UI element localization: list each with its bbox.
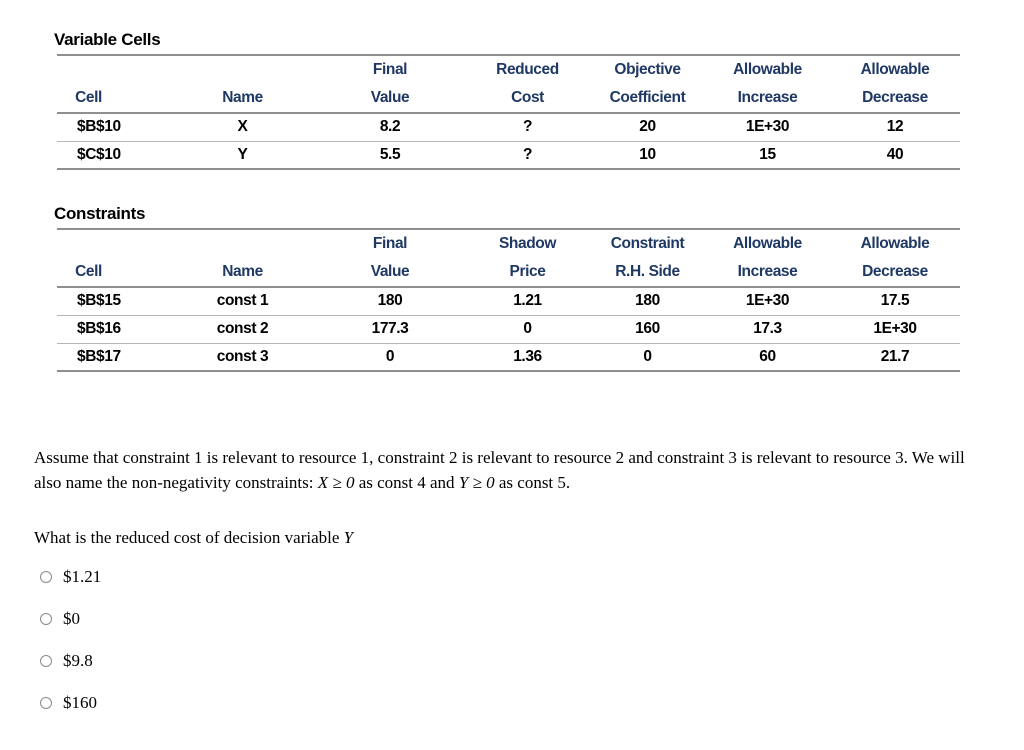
column-header: Coefficient xyxy=(609,89,686,106)
question-label: What is the reduced cost of decision variable xyxy=(34,528,344,547)
table-cell: 1.36 xyxy=(513,347,542,365)
table-cell: $B$16 xyxy=(77,320,121,337)
column-header: Allowable xyxy=(860,235,930,252)
constraints-table xyxy=(57,228,960,372)
column-header xyxy=(170,229,315,258)
column-header: Price xyxy=(509,263,546,280)
column-header: Decrease xyxy=(862,263,928,280)
table-cell: 177.3 xyxy=(371,320,409,337)
table-cell: 20 xyxy=(639,118,656,136)
radio-button-icon[interactable] xyxy=(40,655,52,667)
table-cell: const 2 xyxy=(216,320,269,337)
math-x-nonneg: X ≥ 0 xyxy=(317,473,355,492)
question-text xyxy=(34,525,994,550)
table-cell: 12 xyxy=(886,118,904,136)
table-row xyxy=(57,315,960,343)
table-cell: $B$10 xyxy=(77,118,121,136)
table-cell: 1E+30 xyxy=(745,292,790,310)
variable-cells-table xyxy=(57,54,960,170)
table-cell: $C$10 xyxy=(77,145,121,163)
table-cell: 1E+30 xyxy=(873,320,917,337)
table-cell: 60 xyxy=(759,347,776,365)
column-header: Value xyxy=(370,89,410,106)
table-cell: 1.21 xyxy=(513,292,542,310)
constraints-title: Constraints xyxy=(54,204,146,223)
table-row xyxy=(57,287,960,315)
table-cell: 0 xyxy=(523,320,532,337)
answer-option-label: $1.21 xyxy=(63,567,102,586)
table-cell: $B$15 xyxy=(77,292,121,310)
statement-text: as const 4 and xyxy=(354,473,459,492)
variable-cells-title: Variable Cells xyxy=(54,30,161,49)
column-header: Cost xyxy=(511,89,544,106)
answer-option[interactable] xyxy=(40,693,97,713)
answer-option-label: $9.8 xyxy=(63,651,93,670)
radio-button-icon[interactable] xyxy=(40,613,52,625)
table-cell: const 3 xyxy=(216,347,269,365)
table-row xyxy=(57,113,960,141)
column-header: Allowable xyxy=(733,61,802,78)
answer-option[interactable] xyxy=(40,567,101,587)
table-cell: 17.5 xyxy=(880,292,910,310)
answer-option-label: $0 xyxy=(63,609,80,628)
table-cell: 1E+30 xyxy=(745,118,790,136)
column-header: Name xyxy=(222,89,263,106)
table-header-row xyxy=(57,258,960,287)
answer-option[interactable] xyxy=(40,651,93,671)
table-cell: $B$17 xyxy=(77,347,121,365)
table-cell: 0 xyxy=(643,347,652,365)
column-header: Shadow xyxy=(498,235,557,252)
math-y-nonneg: Y ≥ 0 xyxy=(458,473,495,492)
column-header: Constraint xyxy=(610,235,685,252)
column-header: Name xyxy=(222,263,263,280)
table-cell: 10 xyxy=(639,145,656,163)
problem-statement xyxy=(34,445,994,495)
column-header xyxy=(57,55,170,84)
radio-button-icon[interactable] xyxy=(40,571,52,583)
answer-option-label: $160 xyxy=(63,693,97,712)
table-cell: 40 xyxy=(886,145,904,163)
statement-text: Assume that constraint 1 is relevant to resource 1, constraint 2 is relevant to resource 2 and constraint 3 is relevant to resource 3. We will also name the non-negativity constraints: xyxy=(34,448,965,492)
column-header: Value xyxy=(370,263,410,280)
statement-text: as const 5. xyxy=(494,473,571,492)
table-cell: 160 xyxy=(635,320,660,337)
table-cell: 15 xyxy=(759,145,776,163)
column-header: Increase xyxy=(737,89,798,106)
table-cell: ? xyxy=(522,118,533,136)
question-variable: Y xyxy=(343,528,354,547)
table-cell: 8.2 xyxy=(379,118,401,136)
table-cell: 0 xyxy=(385,347,395,365)
table-cell: X xyxy=(237,118,248,136)
column-header: Increase xyxy=(737,263,798,280)
table-cell: Y xyxy=(237,145,248,163)
table-header-row xyxy=(57,229,960,258)
answer-option[interactable] xyxy=(40,609,80,629)
column-header: Final xyxy=(372,235,408,252)
radio-button-icon[interactable] xyxy=(40,697,52,709)
column-header xyxy=(57,229,170,258)
column-header: Objective xyxy=(614,61,681,78)
table-cell: 17.3 xyxy=(753,320,782,337)
column-header: Allowable xyxy=(860,61,930,78)
table-row xyxy=(57,141,960,169)
table-row xyxy=(57,343,960,371)
table-header-row xyxy=(57,55,960,84)
table-cell: 5.5 xyxy=(379,145,401,163)
column-header: Final xyxy=(372,61,408,78)
table-cell: ? xyxy=(522,145,533,163)
column-header: Allowable xyxy=(733,235,802,252)
column-header xyxy=(170,55,315,84)
column-header: Decrease xyxy=(862,89,928,106)
column-header: R.H. Side xyxy=(615,263,680,280)
table-cell: 180 xyxy=(377,292,403,310)
column-header: Cell xyxy=(75,263,102,280)
table-cell: 180 xyxy=(635,292,660,310)
table-cell: 21.7 xyxy=(880,347,910,365)
column-header: Cell xyxy=(75,89,102,106)
table-cell: const 1 xyxy=(216,292,269,310)
table-header-row xyxy=(57,84,960,113)
column-header: Reduced xyxy=(496,61,559,78)
